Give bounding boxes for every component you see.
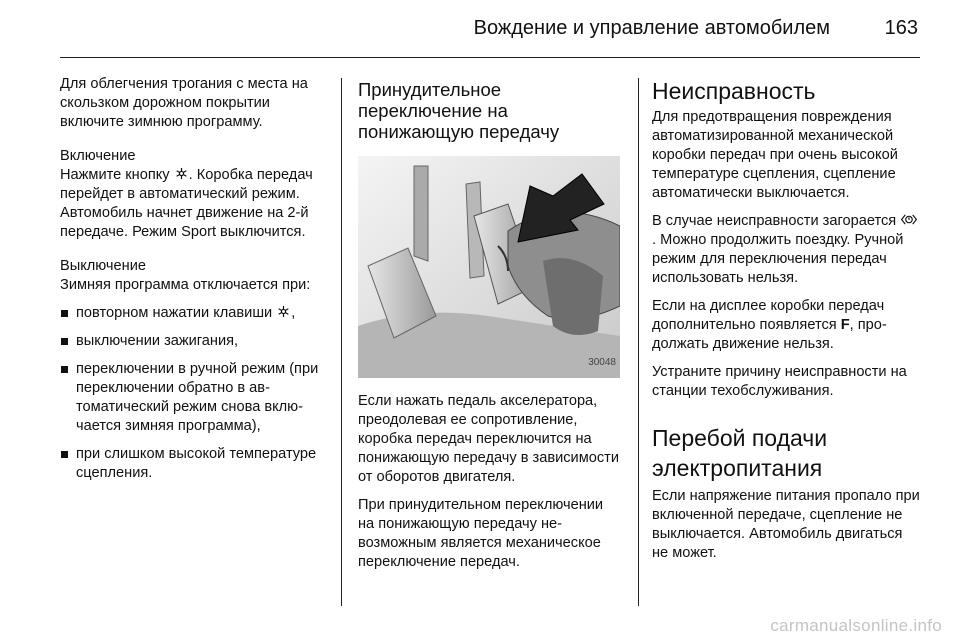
column-fault [652, 79, 920, 572]
column-winter-program [60, 75, 328, 492]
fault-paragraph-1: Для предотвращения повреждения автоматизированной механической коробки передач при очень высокой температуре сцепления, сцепление автоматически выключается. [652, 109, 898, 201]
power-failure-title: Перебой подачи электропитания [652, 425, 828, 481]
list-item: при слишком высокой температуре сцепления. [60, 445, 328, 483]
pedal-illustration [358, 156, 620, 378]
intro-paragraph: Для облегчения трогания с места на скользком дорожном покрытии включите зимнюю программу. [60, 76, 308, 130]
snowflake-icon [277, 305, 290, 318]
pedal-drawing [358, 156, 620, 378]
off-paragraph: Зимняя программа отключается при: [60, 277, 311, 293]
on-paragraph: Нажмите кнопку . Коробка передач перейдет в автоматический режим. Автомобиль начнет движение на 2-й передаче. Режим Sport выключится. [60, 167, 313, 240]
kickdown-paragraph-1: Если нажать педаль акселератора, преодолевая ее сопротивление, коробка передач переключится на понижающую передачу в зависимости от оборотов двигателя. [358, 393, 619, 485]
list-item: повторном нажатии клавиши , [60, 304, 328, 323]
column-kickdown [358, 79, 620, 581]
kickdown-title: Принудительное переключение на понижающую передачу [358, 79, 560, 142]
off-list [60, 304, 328, 483]
page-number: 163 [884, 17, 918, 39]
fault-paragraph-2: В случае неисправности загорается . Можно продолжить поездку. Ручной режим для переключения передач использовать нельзя. [652, 212, 920, 288]
on-heading: Включение [60, 148, 136, 164]
transmission-fault-icon [900, 213, 918, 226]
figure-number: 30048 [588, 357, 616, 368]
page-header [60, 0, 920, 58]
column-divider [638, 78, 639, 606]
header-title: Вождение и управление автомобилем [473, 17, 830, 39]
watermark: carmanualsonline.info [770, 616, 942, 635]
fault-paragraph-3: Если на дисплее коробки передач дополнительно появляется F, продолжать движение нельзя. [652, 298, 887, 352]
off-heading: Выключение [60, 258, 146, 274]
list-item: переключении в ручной режим (при переключении обратно в автоматический режим снова включается зимняя программа), [60, 360, 328, 436]
kickdown-paragraph-2: При принудительном переключении на понижающую передачу невозможным является механическое переключение передач. [358, 497, 604, 570]
snowflake-icon [175, 167, 188, 180]
list-item: выключении зажигания, [60, 332, 328, 351]
fault-paragraph-4: Устраните причину неисправности на станции техобслуживания. [652, 364, 907, 399]
power-failure-paragraph: Если напряжение питания пропало при включенной передаче, сцепление не выключается. Автомобиль двигаться не может. [652, 488, 920, 561]
column-divider [341, 78, 342, 606]
fault-title: Неисправность [652, 78, 816, 104]
